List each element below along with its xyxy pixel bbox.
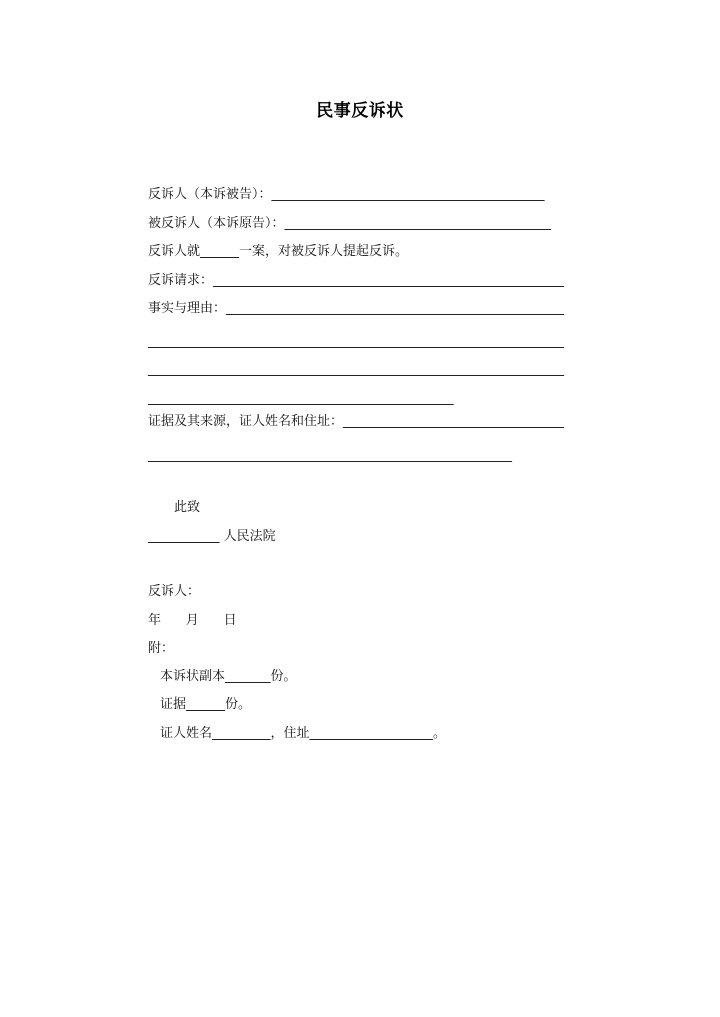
court-line: ___________ 人民法院 [148,529,276,544]
salutation: 此致 [174,500,201,515]
blank-line-1: ________________________________________________________________ [148,334,564,349]
attachment-witness-line: 证人姓名_________，住址___________________。 [160,726,447,741]
attachment-heading: 附： [148,641,175,656]
date-line: 年 月 日 [148,613,237,628]
signature-line: 反诉人： [148,584,201,599]
case-reference-line: 反诉人就______一案，对被反诉人提起反诉。 [148,244,409,259]
blank-line-4: ________________________________________________________ [148,448,512,463]
counterclaimant-line: 反诉人（本诉被告）：__________________________________________ [148,187,545,202]
facts-reasons-line: 事实与理由：____________________________________________________ [148,301,565,316]
attachment-copy-line: 本诉状副本_______份。 [160,669,297,684]
counter-defendant-line: 被反诉人（本诉原告）：_________________________________________ [148,216,552,231]
claim-request-line: 反诉请求：______________________________________________________ [148,273,565,288]
blank-line-3: _______________________________________________ [148,391,454,406]
document-title: 民事反诉状 [316,101,404,121]
attachment-evidence-line: 证据______份。 [160,697,252,712]
evidence-line: 证据及其来源，证人姓名和住址：__________________________________ [148,414,565,429]
blank-line-2: ________________________________________________________________ [148,362,564,377]
